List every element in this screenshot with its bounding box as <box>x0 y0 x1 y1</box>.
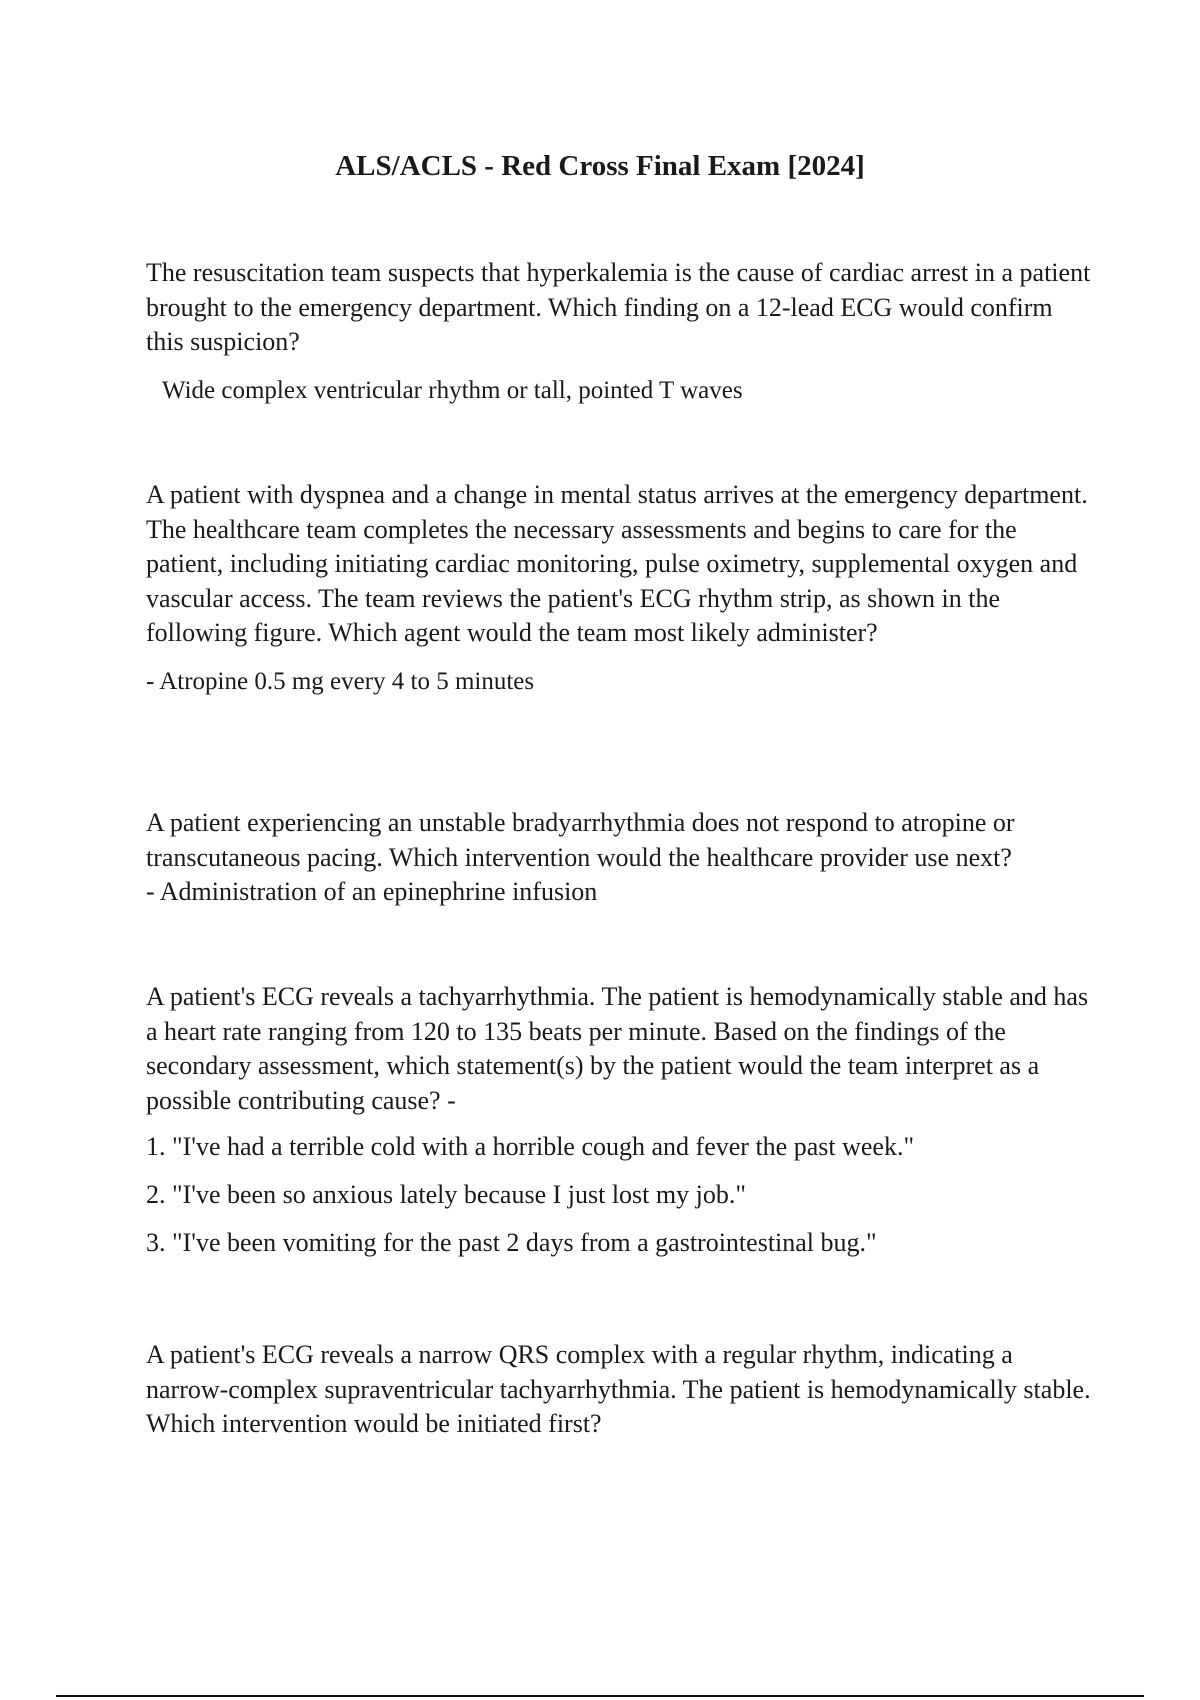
answer-option-2: 2. "I've been so anxious lately because I just lost my job." <box>146 1180 746 1209</box>
question-block-5 <box>146 1338 1096 1442</box>
question-block-4 <box>146 980 1096 1260</box>
answer-option-1: 1. "I've had a terrible cold with a horrible cough and fever the past week." <box>146 1132 915 1161</box>
question-block-1 <box>146 256 1096 408</box>
question-text: A patient with dyspnea and a change in mental status arrives at the emergency department. The healthcare team completes the necessary assessments and begins to care for the patient, including initiating cardiac monitoring, pulse oximetry, supplemental oxygen and vascular access. The team reviews the patient's ECG rhythm strip, as shown in the following figure. Which agent would the team most likely administer? <box>146 480 1088 647</box>
answer-options <box>146 1130 1096 1260</box>
question-block-2 <box>146 478 1096 699</box>
question-block-3 <box>146 806 1096 910</box>
question-text: A patient experiencing an unstable bradyarrhythmia does not respond to atropine or transcutaneous pacing. Which intervention would the healthcare provider use next? <box>146 808 1015 872</box>
answer-text: - Atropine 0.5 mg every 4 to 5 minutes <box>146 667 535 695</box>
question-text: The resuscitation team suspects that hyperkalemia is the cause of cardiac arrest in a patient brought to the emergency department. Which finding on a 12-lead ECG would confirm this suspicion? <box>146 258 1091 356</box>
question-text: A patient's ECG reveals a tachyarrhythmia. The patient is hemodynamically stable and has a heart rate ranging from 120 to 135 beats per minute. Based on the findings of the secondary assessment, which statement(s) by the patient would the team interpret as a possible contributing cause? - <box>146 982 1089 1115</box>
document-title: ALS/ACLS - Red Cross Final Exam [2024] <box>335 150 865 182</box>
answer-option-3: 3. "I've been vomiting for the past 2 days from a gastrointestinal bug." <box>146 1228 877 1257</box>
question-text: A patient's ECG reveals a narrow QRS complex with a regular rhythm, indicating a narrow-complex supraventricular tachyarrhythmia. The patient is hemodynamically stable. Which intervention would be initiated first? <box>146 1340 1091 1438</box>
answer-text: - Administration of an epinephrine infusion <box>146 877 598 906</box>
footer-rule <box>56 1695 1144 1697</box>
answer-text: Wide complex ventricular rhythm or tall, pointed T waves <box>162 376 743 404</box>
